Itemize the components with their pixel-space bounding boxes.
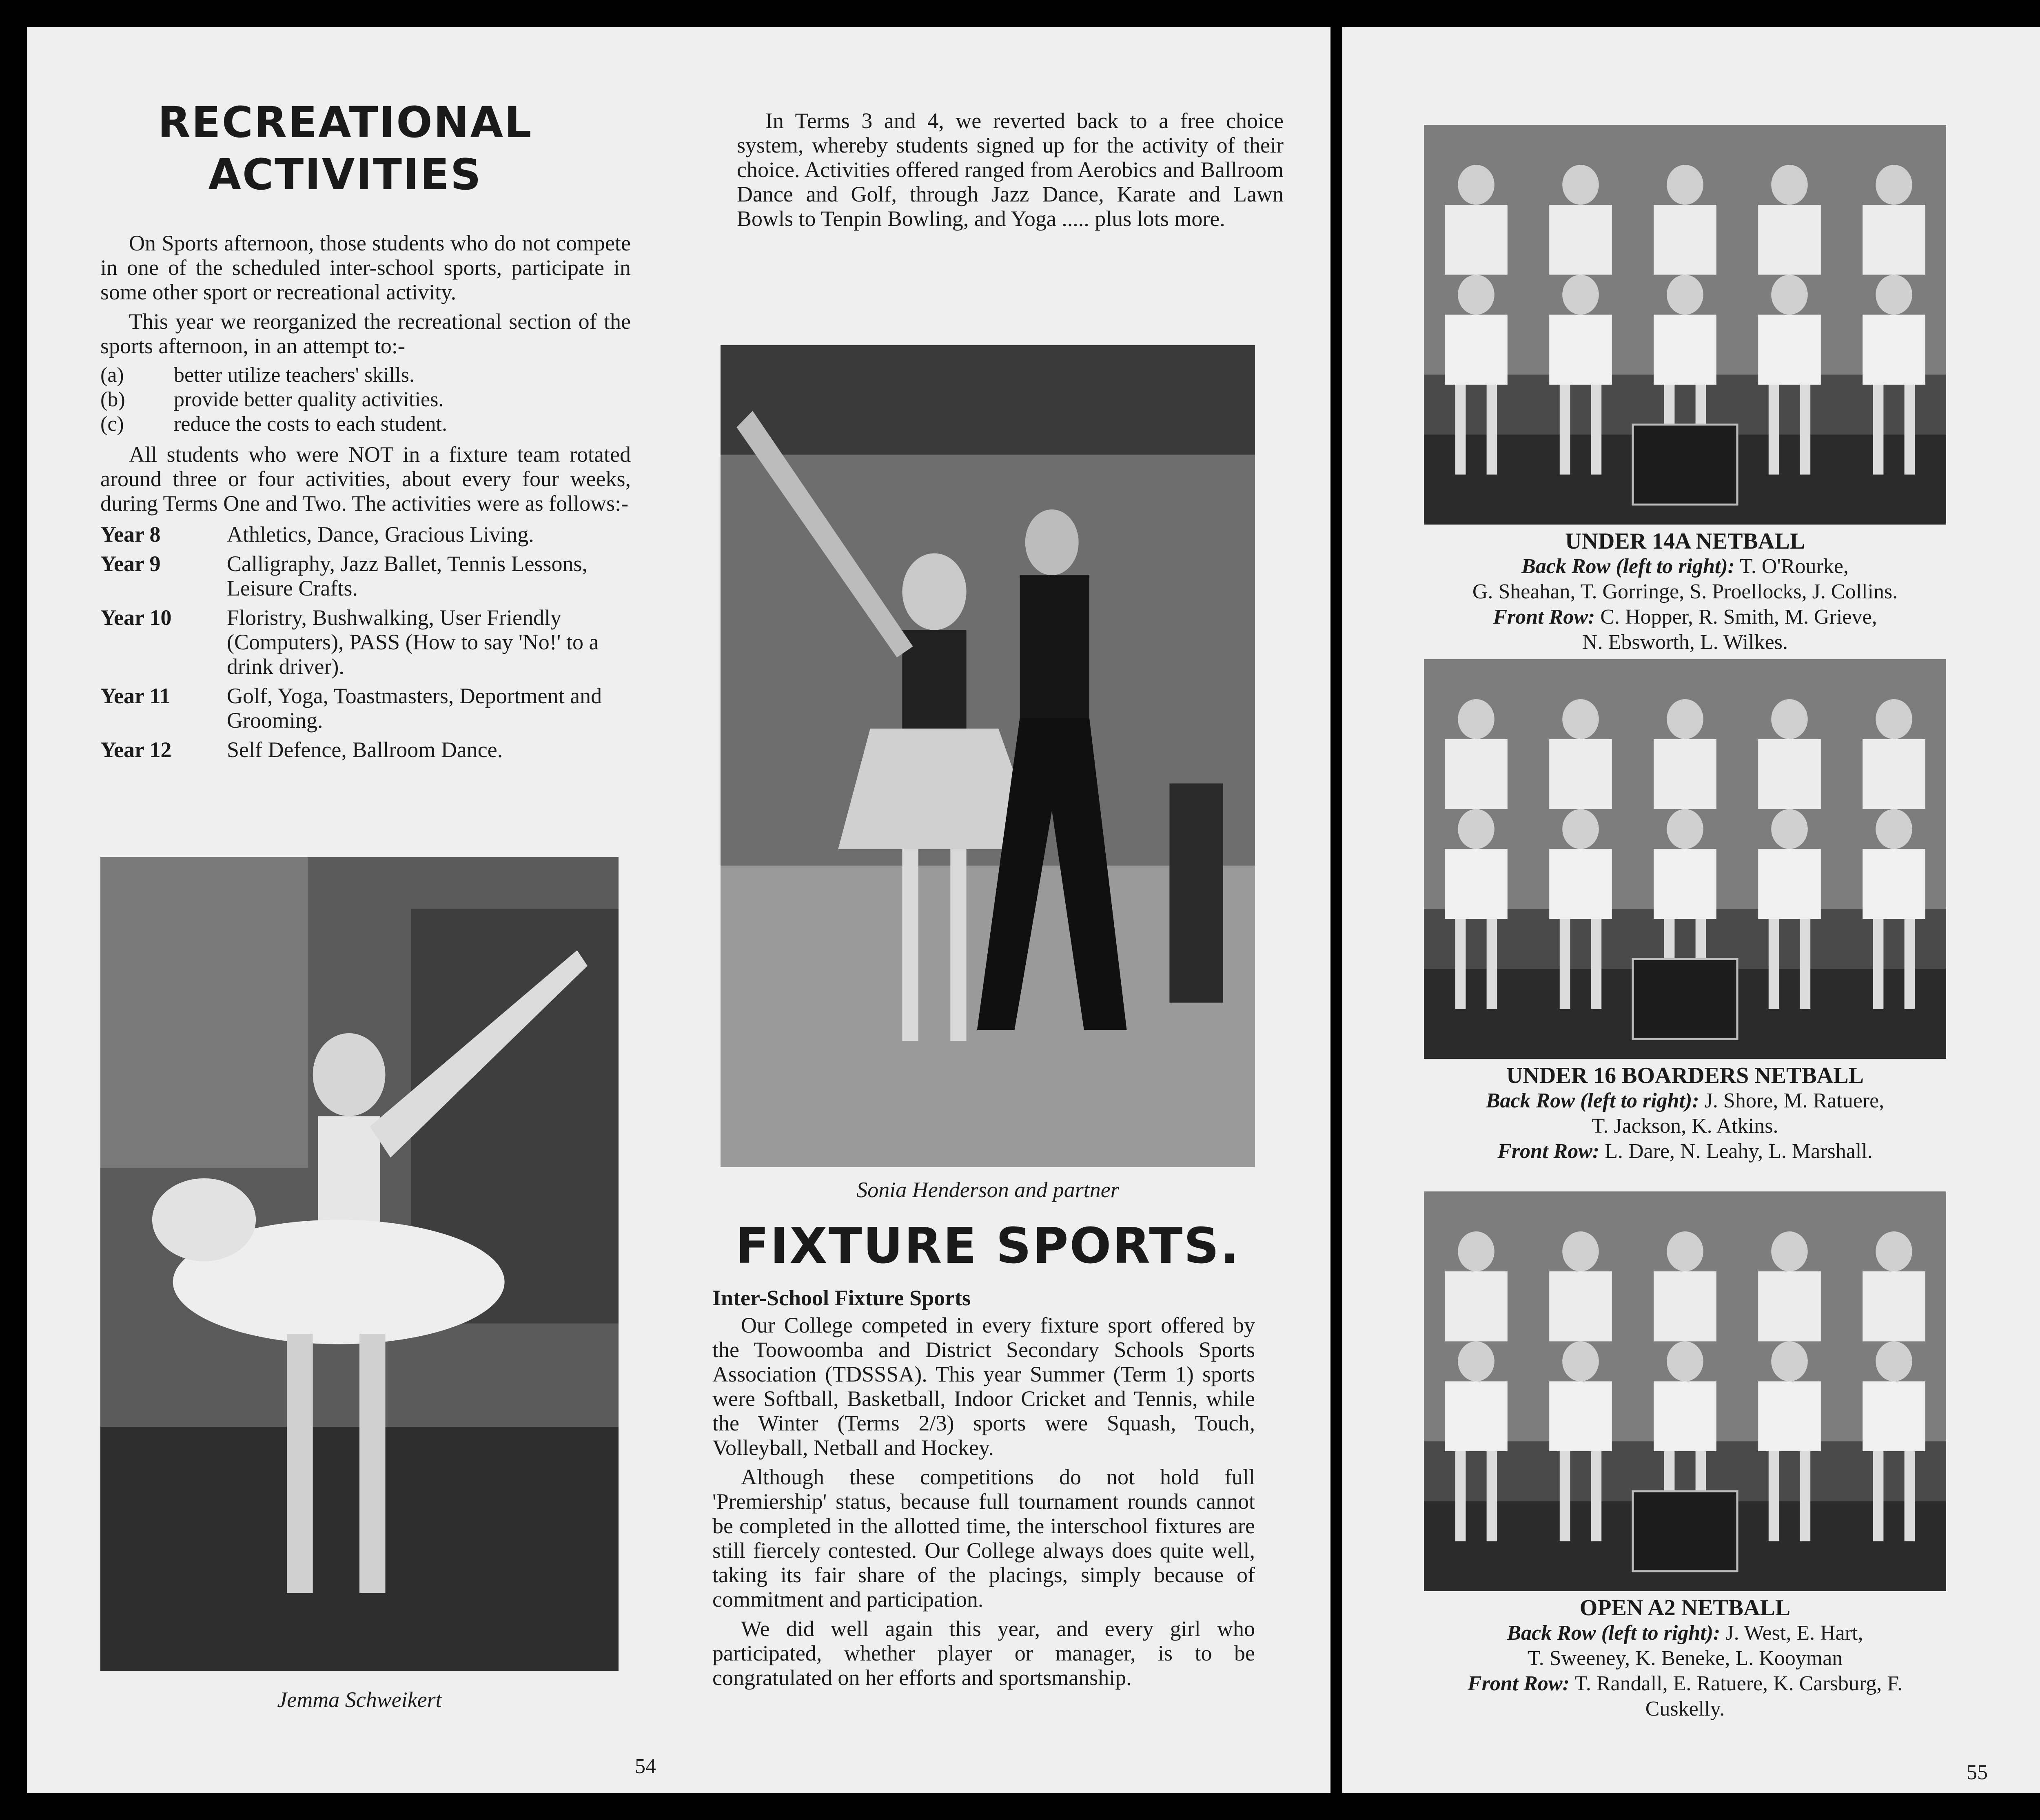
team-roster-line [2034,1696,2040,1722]
team-roster-line [1412,1139,1958,1164]
row-label: Front Row: [1493,605,1595,629]
team-roster-line [2034,1114,2040,1139]
year-activities: Calligraphy, Jazz Ballet, Tennis Lessons, Leisure Crafts. [227,551,588,600]
row-label: Back Row (left to right): [1521,555,1735,578]
aim-key: (b) [100,388,125,411]
jemma-dance-photo [100,857,619,1671]
sonia-dance-photo [721,345,1255,1167]
aim-key: (c) [100,412,124,436]
team-title [2034,1595,2040,1621]
team-caption [2034,1595,2040,1722]
team-roster-line [2034,1671,2040,1696]
year-activities: Self Defence, Ballroom Dance. [227,737,503,762]
row-names: J. West, E. Hart, [1720,1621,1863,1645]
year-label: Year 9 [100,551,161,576]
year-label: Year 8 [100,522,161,547]
row-label: Back Row (left to right): [1486,1089,1699,1112]
aim-text: better utilize teachers' skills. [174,363,415,387]
team-title [2034,1063,2040,1088]
team-caption [1412,1595,1958,1722]
team-roster-line [1412,1114,1958,1139]
caption-sonia: Sonia Henderson and partner [856,1178,1119,1202]
row-names: G. Sheahan, T. Gorringe, S. Proellocks, J. Collins. [1472,580,1898,603]
team-roster-line [2034,579,2040,604]
team-title: UNDER 14A NETBALL [1565,529,1805,554]
rotation-paragraph: All students who were NOT in a fixture team rotated around three or four activities, about every four weeks, during Terms One and Two. The activities were as follows:- [100,442,631,516]
team-title: UNDER 16 BOARDERS NETBALL [1506,1063,1864,1088]
right-page [1342,27,2040,1793]
aims-list [100,363,631,436]
team-roster-line [1412,630,1958,655]
team-photo [1424,1191,1946,1591]
row-names: T. Jackson, K. Atkins. [1592,1114,1778,1138]
row-names: C. Hopper, R. Smith, M. Grieve, [1595,605,1877,629]
team-roster-line [2034,1088,2040,1114]
team-caption [1412,529,1958,655]
team-roster-line [2034,1621,2040,1646]
caption-jemma: Jemma Schweikert [277,1687,442,1712]
row-label: Back Row (left to right): [1507,1621,1721,1645]
fixture-sports-title: FIXTURE SPORTS. [735,1218,1240,1275]
recreational-text [100,231,631,767]
row-names: T. Randall, E. Ratuere, K. Carsburg, F. [1569,1672,1903,1695]
fixture-sports-text [712,1285,1255,1695]
team-roster-line [1412,579,1958,604]
row-names: T. Sweeney, K. Beneke, L. Kooyman [1527,1647,1843,1670]
team-roster-line [1412,1671,1958,1696]
team-roster-line [2034,1646,2040,1671]
team-roster-line [1412,604,1958,630]
reorg-paragraph: This year we reorganized the recreational section of the sports afternoon, in an attempt to:- [100,309,631,358]
left-page [27,27,1330,1793]
fixture-paragraph-1: Our College competed in every fixture sport offered by the Toowoomba and District Secondary Schools Sports Association (TDSSSA). This year Summer (Term 1) sports were Softball, Basketball, Indoor Cricket and Tennis, while the Winter (Terms 2/3) sports were Squash, Touch, Volleyball, Netball and Hockey. [712,1313,1255,1460]
team-roster-line [1412,1621,1958,1646]
year-activity-item [100,522,631,547]
team-caption [2034,529,2040,655]
row-names: T. O'Rourke, [1734,555,1849,578]
aim-text: reduce the costs to each student. [174,412,447,436]
year-activities: Athletics, Dance, Gracious Living. [227,522,534,547]
year-label: Year 12 [100,737,172,762]
fixture-paragraph-3: We did well again this year, and every girl who participated, whether player or manager, is to be congratulated on her efforts and sportsmanship. [712,1616,1255,1690]
team-title: OPEN A2 NETBALL [1579,1595,1791,1621]
team-photo [1424,125,1946,525]
team-roster-line [2034,630,2040,655]
page-number: 55 [1967,1761,1988,1784]
year-activity-item [100,684,631,733]
year-label: Year 11 [100,684,171,708]
team-roster-line [1412,554,1958,579]
team-roster-line [2034,554,2040,579]
year-label: Year 10 [100,605,172,630]
row-label: Front Row: [1467,1672,1570,1695]
intro-paragraph: On Sports afternoon, those students who do not compete in one of the scheduled inter-school sports, participate in some other sport or recreational activity. [100,231,631,304]
team-caption [2034,1063,2040,1189]
terms34-paragraph: In Terms 3 and 4, we reverted back to a free choice system, whereby students signed up for the activity of their choice. Activities offered ranged from Aerobics and Ballroom Dance and Golf, through Jazz Dance, Karate and Lawn Bowls to Tenpin Bowling, and Yoga ..... plus lots more. [737,108,1284,231]
aim-item [100,363,631,387]
row-names: L. Dare, N. Leahy, L. Marshall. [1599,1140,1873,1163]
aim-key: (a) [100,363,124,387]
team-photo [1424,659,1946,1059]
row-names: N. Ebsworth, L. Wilkes. [1582,631,1788,654]
team-roster-line [2034,1164,2040,1189]
recreational-title: RECREATIONAL ACTIVITIES [157,97,533,199]
year-activities: Floristry, Bushwalking, User Friendly (Computers), PASS (How to say 'No!' to a drink driver). [227,605,599,679]
team-roster-line [1412,1088,1958,1114]
year-activity-item [100,605,631,679]
team-roster-line [2034,604,2040,630]
page-number: 54 [635,1755,656,1778]
aim-item [100,412,631,436]
team-roster-line [1412,1696,1958,1722]
team-roster-line [1412,1646,1958,1671]
fixture-paragraph-2: Although these competitions do not hold full 'Premiership' status, because full tournament rounds cannot be completed in the allotted time, the interschool fixtures are still fiercely contested. Our College always does quite well, taking its fair share of the placings, simply because of commitment and participation. [712,1465,1255,1612]
year-activity-item [100,551,631,600]
fixture-subtitle: Inter-School Fixture Sports [712,1286,971,1310]
team-caption [1412,1063,1958,1164]
row-label: Front Row: [1497,1140,1600,1163]
row-names: J. Shore, M. Ratuere, [1699,1089,1885,1112]
year-activity-item [100,737,631,762]
team-title [2034,529,2040,554]
row-names: Cuskelly. [1645,1697,1725,1720]
team-roster-line [2034,1139,2040,1164]
years-list [100,522,631,762]
year-activities: Golf, Yoga, Toastmasters, Deportment and Grooming. [227,684,602,733]
aim-text: provide better quality activities. [174,388,444,411]
aim-item [100,387,631,412]
